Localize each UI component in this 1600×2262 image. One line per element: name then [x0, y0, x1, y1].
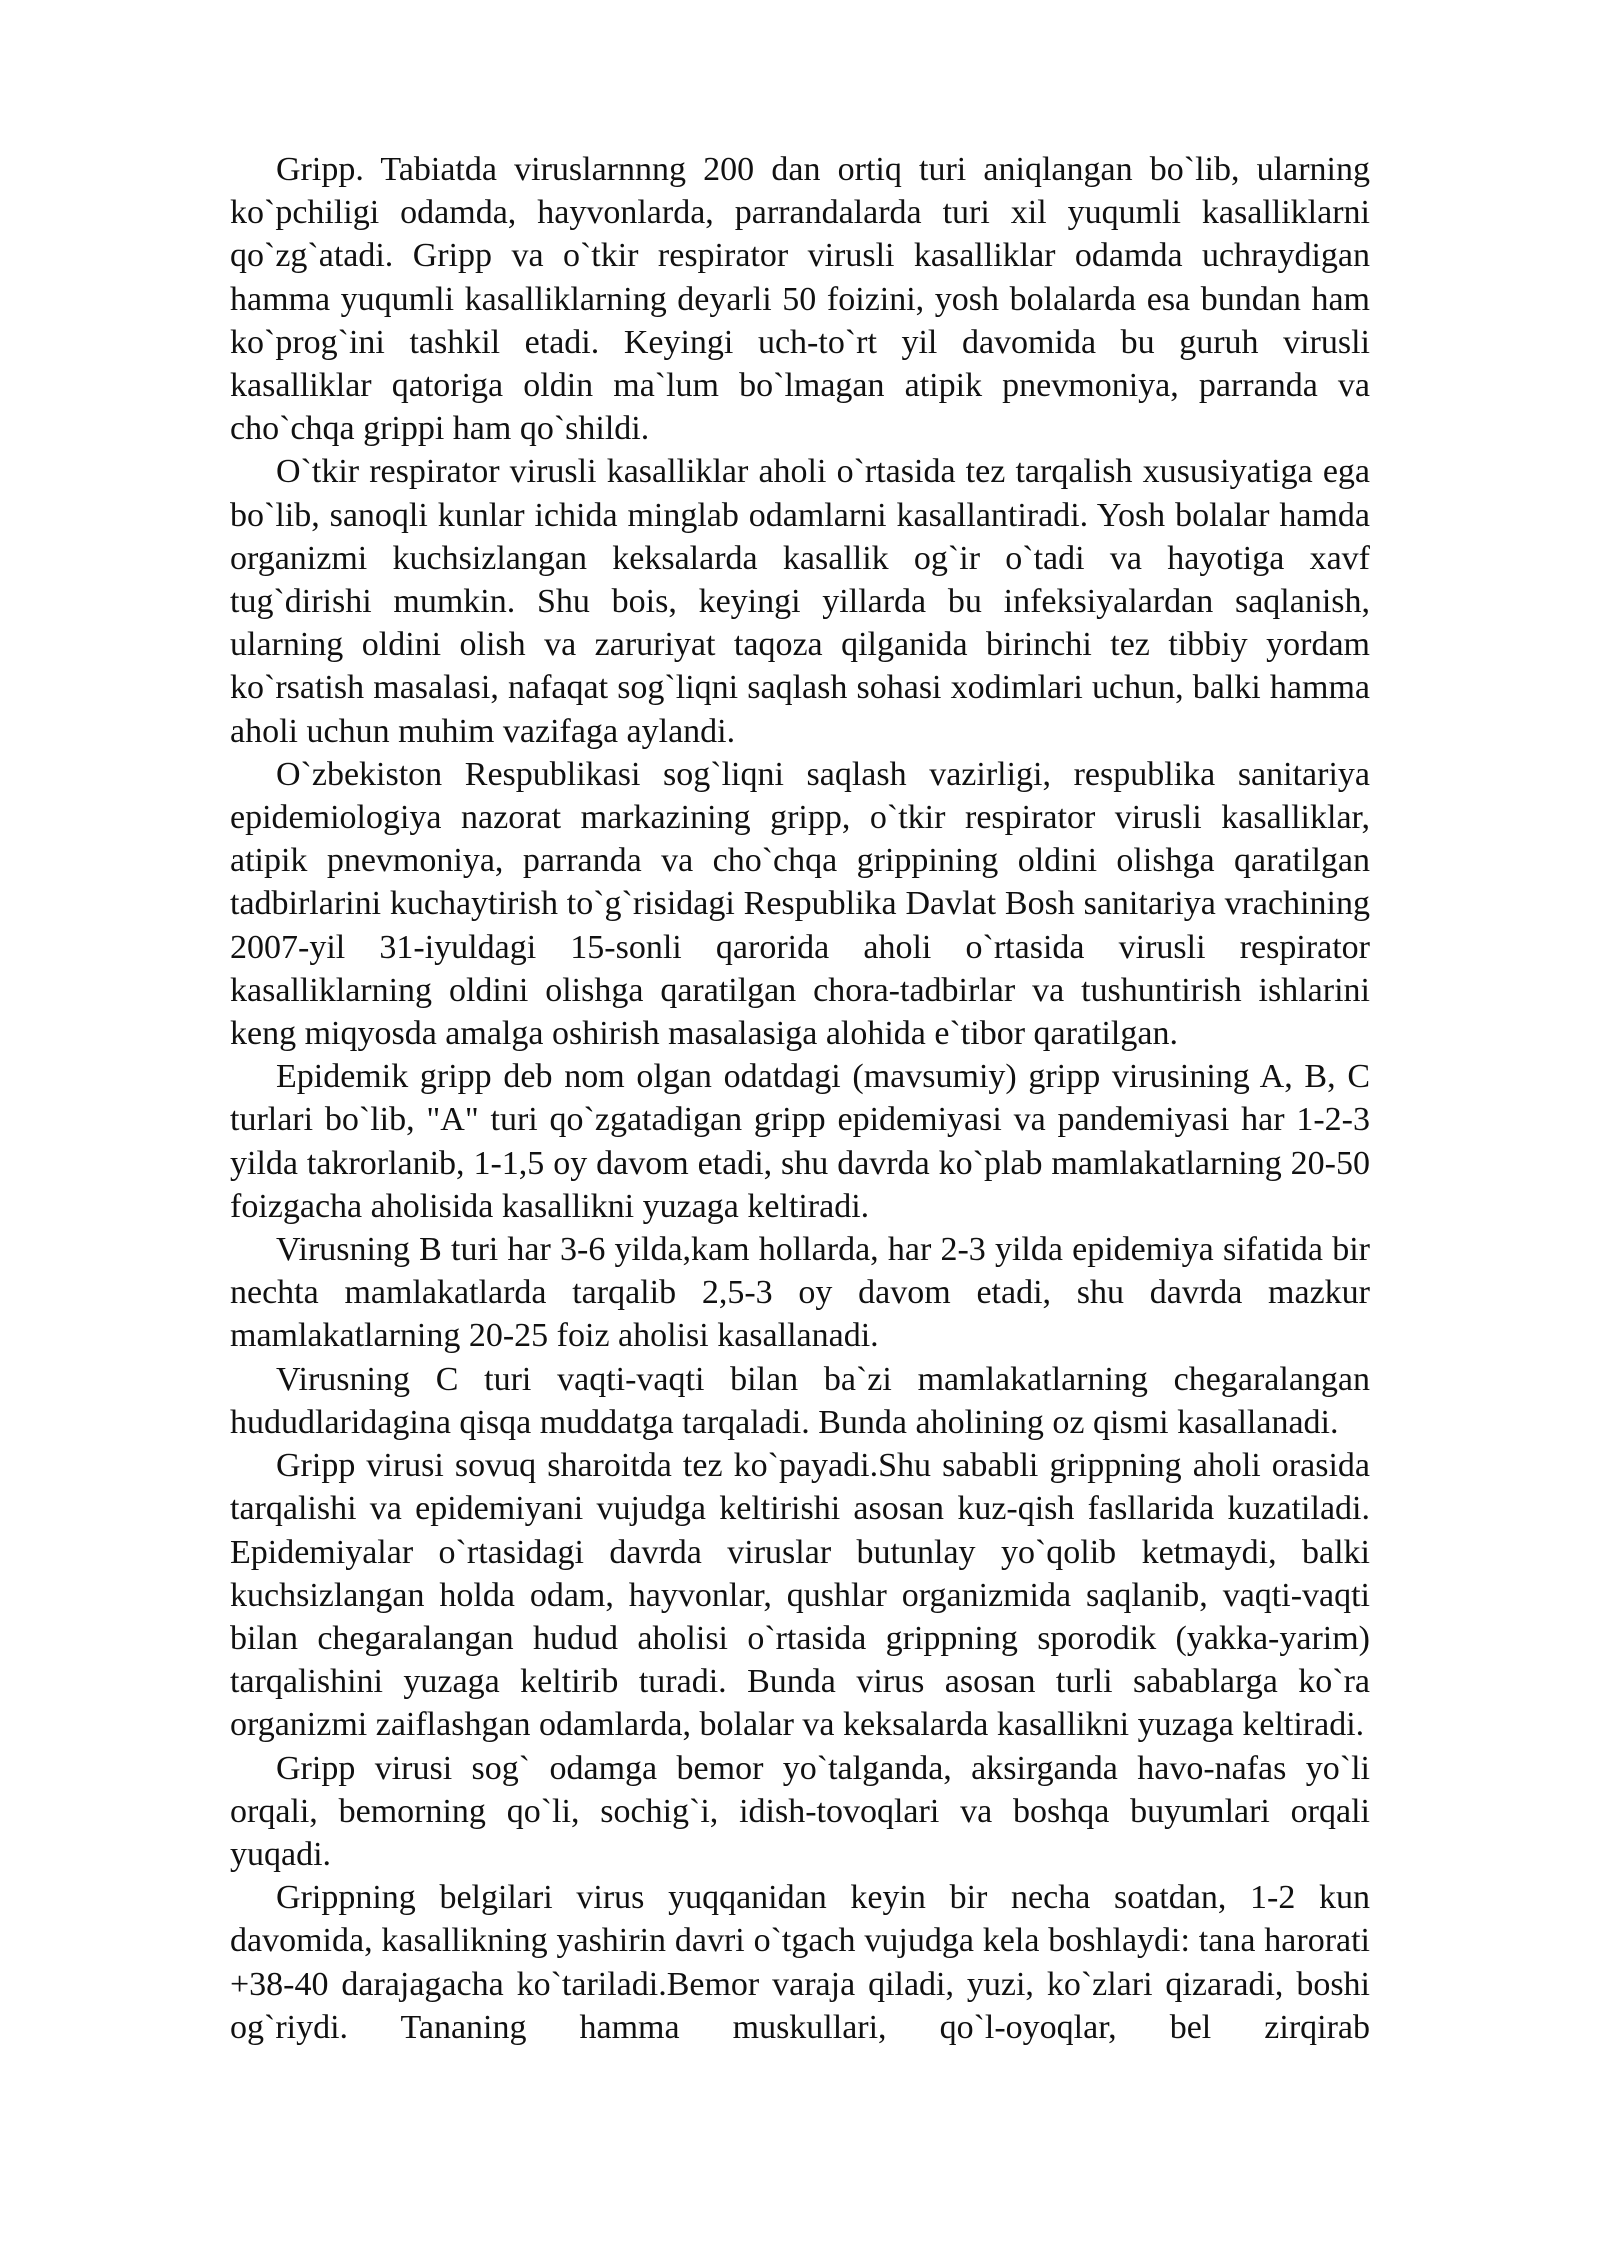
paragraph-ministry-decree: O`zbekiston Respublikasi sog`liqni saqlash vazirligi, respublika sanitariya epidemiologiya nazorat markazining gripp, o`tkir respirator virusli kasalliklar, atipik pnevmoniya, parranda va cho`chqa grippining oldini olishga qaratilgan tadbirlarini kuchaytirish to`g`risidagi Respublika Davlat Bosh sanitariya vrachining 2007-yil 31-iyuldagi 15-sonli qarorida aholi o`rtasida virusli respirator kasalliklarning oldini olishga qaratilgan chora-tadbirlar va tushuntirish ishlarini keng miqyosda amalga oshirish masalasiga alohida e`tibor qaratilgan.	[230, 755, 1370, 1053]
document-page	[230, 148, 1370, 2049]
paragraph-virus-type-b: Virusning B turi har 3-6 yilda,kam hollarda, har 2-3 yilda epidemiya sifatida bir nechta mamlakatlarda tarqalib 2,5-3 oy davom etadi, shu davrda mazkur mamlakatlarning 20-25 foiz aholisi kasallanadi.	[230, 1231, 1370, 1355]
paragraph-gripp-intro: Gripp. Tabiatda viruslarnnng 200 dan ortiq turi aniqlangan bo`lib, ularning ko`pchiligi odamda, hayvonlarda, parrandalarda turi xil yuqumli kasalliklarni qo`zg`atadi. Gripp va o`tkir respirator virusli kasalliklar odamda uchraydigan hamma yuqumli kasalliklarning deyarli 50 foizini, yosh bolalarda esa bundan ham ko`prog`ini tashkil etadi. Keyingi uch-to`rt yil davomida bu guruh virusli kasalliklar qatoriga oldin ma`lum bo`lmagan atipik pnevmoniya, parranda va cho`chqa grippi ham qo`shildi.	[230, 151, 1370, 448]
paragraph-transmission: Gripp virusi sog` odamga bemor yo`talganda, aksirganda havo-nafas yo`li orqali, bemorning qo`li, sochig`i, idish-tovoqlari va boshqa buyumlari orqali yuqadi.	[230, 1749, 1370, 1873]
paragraph-cold-conditions: Gripp virusi sovuq sharoitda tez ko`payadi.Shu sababli grippning aholi orasida tarqalishi va epidemiyani vujudga keltirishi asosan kuz-qish fasllarida kuzatiladi. Epidemiyalar o`rtasidagi davrda viruslar butunlay yo`qolib ketmaydi, balki kuchsizlangan holda odam, hayvonlar, qushlar organizmida saqlanib, vaqti-vaqti bilan chegaralangan hudud aholisi o`rtasida grippning sporodik (yakka-yarim) tarqalishini yuzaga keltirib turadi. Bunda virus asosan turli sabablarga ko`ra organizmi zaiflashgan odamlarda, bolalar va keksalarda kasallikni yuzaga keltiradi.	[230, 1447, 1370, 1744]
paragraph-virus-type-c: Virusning C turi vaqti-vaqti bilan ba`zi mamlakatlarning chegaralangan hududlaridagina qisqa muddatga tarqaladi. Bunda aholining oz qismi kasallanadi.	[230, 1360, 1370, 1441]
paragraph-symptoms: Grippning belgilari virus yuqqanidan keyin bir necha soatdan, 1-2 kun davomida, kasallikning yashirin davri o`tgach vujudga kela boshlaydi: tana harorati +38-40 darajagacha ko`tariladi.Bemor varaja qiladi, yuzi, ko`zlari qizaradi, boshi og`riydi. Tananing hamma muskullari, qo`l-oyoqlar, bel zirqirab	[230, 1879, 1370, 2046]
paragraph-respiratory-spread: O`tkir respirator virusli kasalliklar aholi o`rtasida tez tarqalish xususiyatiga ega bo`lib, sanoqli kunlar ichida minglab odamlarni kasallantiradi. Yosh bolalar hamda organizmi kuchsizlangan keksalarda kasallik og`ir o`tadi va hayotiga xavf tug`dirishi mumkin. Shu bois, keyingi yillarda bu infeksiyalardan saqlanish, ularning oldini olish va zaruriyat taqoza qilganida birinchi tez tibbiy yordam ko`rsatish masalasi, nafaqat sog`liqni saqlash sohasi xodimlari uchun, balki hamma aholi uchun muhim vazifaga aylandi.	[230, 453, 1370, 750]
paragraph-epidemic-types: Epidemik gripp deb nom olgan odatdagi (mavsumiy) gripp virusining A, B, C turlari bo`lib, "A" turi qo`zgatadigan gripp epidemiyasi va pandemiyasi har 1-2-3 yilda takrorlanib, 1-1,5 oy davom etadi, shu davrda ko`plab mamlakatlarning 20-50 foizgacha aholisida kasallikni yuzaga keltiradi.	[230, 1058, 1370, 1225]
